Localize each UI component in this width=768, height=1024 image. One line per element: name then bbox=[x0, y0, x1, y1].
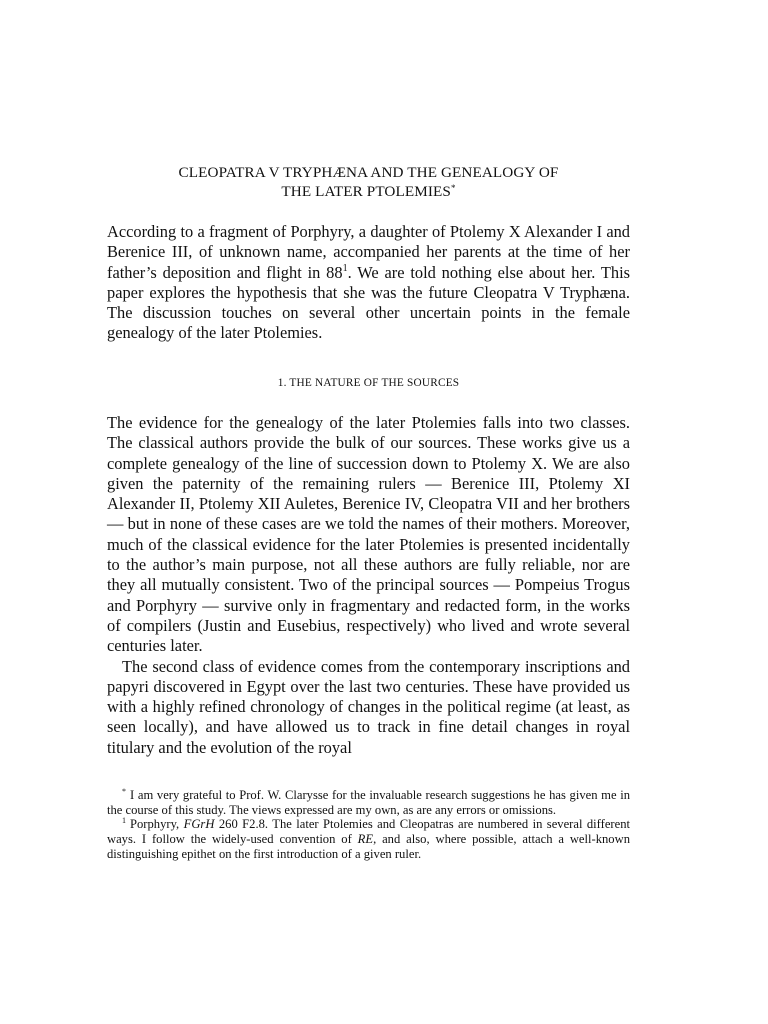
footnote-star bbox=[107, 788, 630, 817]
footnote-star-marker: * bbox=[122, 787, 126, 796]
abstract bbox=[107, 222, 630, 344]
footnote-1-text-c: , and also, where possible, attach a well-known distinguishing epithet on the first introduction of a given ruler. bbox=[107, 832, 630, 861]
footnote-1-text-a: Porphyry, bbox=[130, 817, 184, 832]
footnote-1 bbox=[107, 817, 630, 861]
footnote-1-italic-re: RE bbox=[357, 832, 374, 847]
abstract-text-after-note: . We are told nothing else about her. This paper explores the hypothesis that she was the future Cleopatra V Tryphæna. The discussion touches on several other uncertain points in the female genealogy of the later Ptolemies. bbox=[107, 262, 630, 343]
title-line-2: THE LATER PTOLEMIES bbox=[281, 183, 451, 200]
article-title bbox=[107, 163, 630, 201]
abstract-text-before-note: According to a fragment of Porphyry, a daughter of Ptolemy X Alexander I and Berenice III, of unknown name, accompanied her parents at the time of her father’s deposition and flight in 88 bbox=[107, 222, 630, 282]
footnote-1-text-b: 260 F2.8. The later Ptolemies and Cleopatras are numbered in several different ways. I follow the widely-used convention of bbox=[107, 817, 630, 847]
section-paragraph-1: The evidence for the genealogy of the later Ptolemies falls into two classes. The classical authors provide the bulk of our sources. These works give us a complete genealogy of the line of succession down to Ptolemy X. We are also given the paternity of the remaining rulers — Berenice III, Ptolemy XI Alexander II, Ptolemy XII Auletes, Berenice IV, Cleopatra VII and her brothers — but in none of these cases are we told the names of their mothers. Moreover, much of the classical evidence for the later Ptolemies is presented incidentally to the author’s main purpose, not all these authors are fully reliable, nor are they all mutually consistent. Two of the principal sources — Pompeius Trogus and Porphyry — survive only in fragmentary and redacted form, in the works of compilers (Justin and Eusebius, respectively) who lived and wrote several centuries later. bbox=[107, 413, 630, 656]
section-heading: 1. THE NATURE OF THE SOURCES bbox=[277, 377, 460, 389]
abstract-paragraph bbox=[107, 222, 630, 344]
footnote-star-text: I am very grateful to Prof. W. Clarysse for the invaluable research suggestions he has given me in the course of this study. The views expressed are my own, as are any errors or omissions. bbox=[107, 788, 630, 817]
title-line-1: CLEOPATRA V TRYPHÆNA AND THE GENEALOGY OF bbox=[178, 164, 559, 181]
footnote-1-italic-fgrh: FGrH bbox=[183, 817, 215, 832]
footnotes bbox=[107, 788, 630, 862]
section-body bbox=[107, 413, 630, 758]
title-footnote-marker: * bbox=[450, 183, 456, 193]
footnote-ref-1: 1 bbox=[342, 262, 348, 274]
footnote-1-marker: 1 bbox=[122, 816, 126, 826]
section-paragraph-2: The second class of evidence comes from the contemporary inscriptions and papyri discovered in Egypt over the last two centuries. These have provided us with a highly refined chronology of changes in the political regime (at least, as seen locally), and have allowed us to track in fine detail changes in royal titulary and the evolution of the royal bbox=[107, 656, 630, 757]
